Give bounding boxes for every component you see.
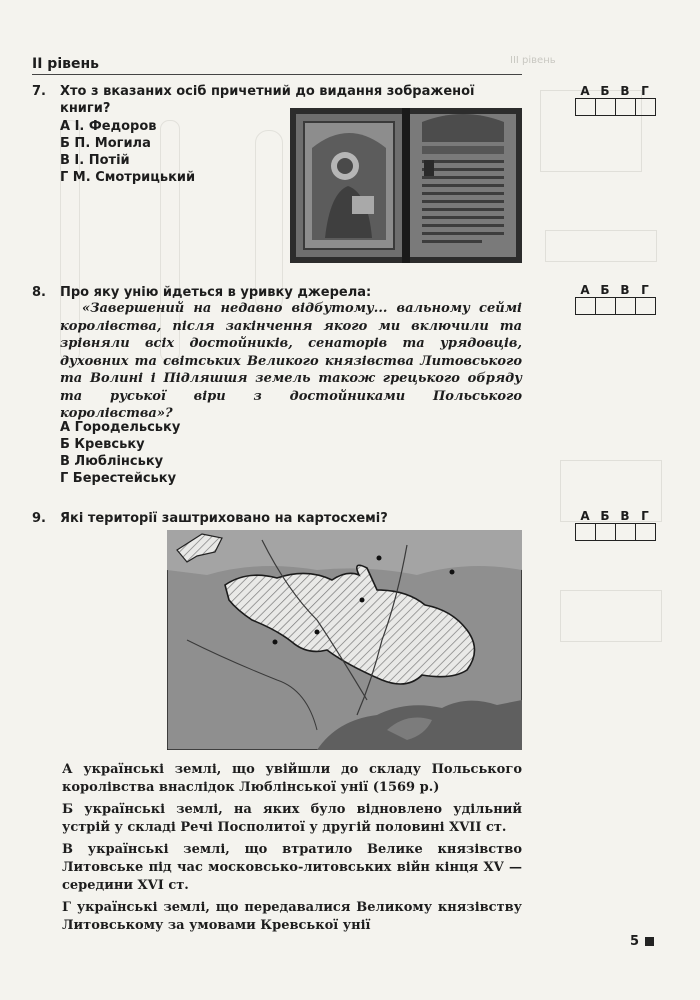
grid-letter-d: Г: [641, 509, 649, 523]
divider: [32, 74, 522, 75]
grid-letter-a: А: [580, 283, 590, 297]
q9-answer-grid: [575, 509, 656, 541]
q7-options: [60, 118, 195, 186]
answer-cell[interactable]: [576, 99, 596, 115]
map-image: [167, 530, 522, 754]
square-marker-icon: [645, 937, 654, 946]
grid-letter-a: А: [580, 509, 590, 523]
q8-option-c[interactable]: В Люблінську: [60, 454, 164, 469]
ghost-grid: [545, 230, 657, 262]
q9-option-a[interactable]: А українські землі, що увійшли до складу Польського королівства внаслідок Люблінської унії (1569 р.): [62, 762, 522, 795]
answer-cell[interactable]: [596, 99, 616, 115]
q8-option-d[interactable]: Г Берестейську: [60, 471, 177, 486]
answer-cell[interactable]: [636, 524, 655, 540]
q8-options: [60, 419, 180, 487]
grid-letter-b: Б: [600, 283, 610, 297]
q9-number: 9.: [32, 511, 46, 526]
grid-letter-b: Б: [600, 84, 610, 98]
answer-cell[interactable]: [616, 99, 636, 115]
q7-option-c[interactable]: В І. Потій: [60, 153, 130, 168]
grid-letter-c: В: [620, 84, 630, 98]
q9-text: Які території заштриховано на картосхемі?: [60, 511, 388, 526]
q7-option-d[interactable]: Г М. Смотрицький: [60, 170, 196, 185]
level-heading: ІІ рівень: [32, 56, 99, 72]
answer-cell[interactable]: [616, 298, 636, 314]
q8-quote: «Завершений на недавно відбутому... вальному сеймі королівства, після закінчення якого ми включили та зрівняли всіх достойників, сенаторів та урядовців, духовних та світських Великого князівства Литовського та Волині і Підляшшя земель також грецького обряду та руської віри з достойниками Польського королівства»?: [60, 301, 522, 421]
q7-answer-grid: [575, 84, 656, 116]
ghost-grid: [560, 590, 662, 642]
q7-text: Хто з вказаних осіб причетний до видання зображеної книги?: [60, 84, 475, 116]
answer-cell[interactable]: [636, 99, 655, 115]
answer-cell[interactable]: [636, 298, 655, 314]
page-number: [630, 934, 654, 949]
q8-number: 8.: [32, 285, 46, 300]
grid-letter-c: В: [620, 509, 630, 523]
book-image: [290, 108, 522, 267]
q9-option-c[interactable]: В українські землі, що втратило Велике князівство Литовське під час московсько-литовських війн кінця XV — середини XVI ст.: [62, 842, 522, 893]
q9-option-d[interactable]: Г українські землі, що передавалися Великому князівству Литовському за умовами Кревської унії: [62, 900, 522, 933]
answer-cell[interactable]: [596, 298, 616, 314]
grid-letter-b: Б: [600, 509, 610, 523]
q8-answer-grid: [575, 283, 656, 315]
grid-letter-d: Г: [641, 84, 649, 98]
q9-option-b[interactable]: Б українські землі, на яких було відновлено удільний устрій у складі Речі Посполитої у другій половині XVII ст.: [62, 802, 522, 835]
grid-letter-a: А: [580, 84, 590, 98]
q8-option-b[interactable]: Б Кревську: [60, 437, 145, 452]
grid-letter-d: Г: [641, 283, 649, 297]
ghost-text: ІІІ рівень: [510, 55, 556, 66]
answer-cell[interactable]: [576, 298, 596, 314]
q9-options: [62, 761, 522, 935]
answer-cell[interactable]: [596, 524, 616, 540]
grid-letter-c: В: [620, 283, 630, 297]
q8-text: Про яку унію йдеться в уривку джерела:: [60, 285, 372, 300]
answer-cell[interactable]: [576, 524, 596, 540]
q7-number: 7.: [32, 84, 46, 99]
q8-option-a[interactable]: А Городельську: [60, 420, 181, 435]
q7-option-a[interactable]: А І. Федоров: [60, 119, 157, 134]
q7-option-b[interactable]: Б П. Могила: [60, 136, 151, 151]
answer-cell[interactable]: [616, 524, 636, 540]
page-number-text: 5: [629, 934, 639, 949]
